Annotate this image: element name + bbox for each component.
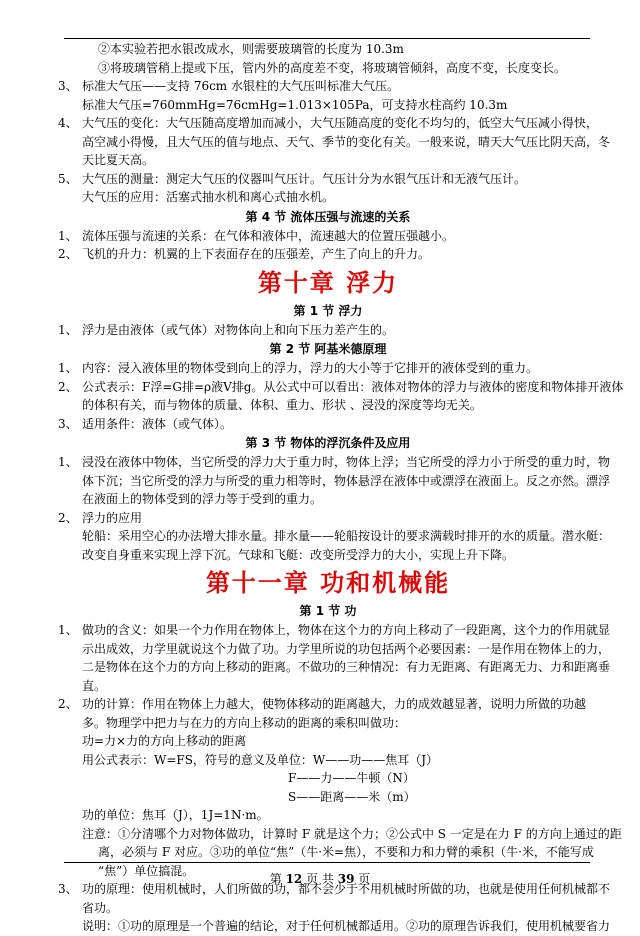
page-content [58, 40, 624, 936]
item-number: 1、 [58, 623, 78, 637]
list-item [58, 227, 598, 246]
text-line: ②本实验若把水银改成水，则需要玻璃管的长度为 10.3m [98, 42, 404, 56]
text-line: 飞机的升力：机翼的上下表面存在的压强差，产生了向上的升力。 [82, 247, 431, 261]
text-line: 多。物理学中把力与在力的方向上移动的距离的乘积叫做功： [82, 715, 407, 730]
text-line: ③将玻璃管稍上提或下压，管内外的高度差不变，将玻璃管倾斜，高度不变，长度变长。 [98, 60, 567, 75]
text-line: 离，必须与 F 对应。③功的单位“焦”（牛·米=焦），不要和力和力臂的乘积（牛·米，不能写成 [98, 845, 594, 859]
chapter-title: 第十一章 功和机械能 [205, 569, 451, 597]
item-number: 2、 [58, 510, 78, 525]
list-item [58, 170, 598, 189]
section-heading: 第 1 节 功 [299, 604, 357, 618]
section-heading: 第 2 节 阿基米德原理 [269, 342, 387, 356]
list-item [58, 359, 598, 378]
total-pages: 39 [337, 872, 355, 886]
text-line: 浮力的应用 [82, 510, 143, 525]
text-line: 的体积有关，而与物体的质量、体积、重力、形状 、浸没的深度等均无关。 [82, 398, 482, 412]
text-line: 高空减小得慢，且大气压的值与地点、天气、季节的变化有关。一般来说，晴天大气压比阴天高，冬 [82, 134, 611, 149]
text-line: 功的计算：作用在物体上力越大，使物体移动的距离越大，力的成效越显著，说明力所做的功越 [82, 697, 587, 711]
text-line: 大气压的测量：测定大气压的仪器叫气压计。气压计分为水银气压计和无液气压计。 [82, 171, 527, 186]
list-item [58, 77, 598, 96]
item-number: 1、 [58, 228, 78, 243]
text-line: 公式表示：F浮=G排=ρ液V排g。从公式中可以看出：液体对物体的浮力与液体的密度和物体排开液体 [82, 379, 624, 394]
text-line: 适用条件：液体（或气体）。 [82, 416, 233, 431]
text-line: 体下沉；当它所受的浮力与所受的重力相等时，物体悬浮在液体中或漂浮在液面上。反之亦然。漂浮 [82, 473, 611, 488]
text-line: F——力——牛顿（N） [288, 771, 415, 785]
text-line: 示出成效，力学里就说这个力做了功。力学里所说的功包括两个必要因素：一是作用在物体上的力， [82, 641, 611, 656]
item-number: 2、 [58, 697, 78, 711]
item-number: 3、 [58, 882, 78, 896]
text-line: 在液面上的物体受到的浮力等于受到的重力。 [82, 492, 323, 506]
page-footer [0, 870, 640, 887]
item-number: 3、 [58, 416, 78, 431]
item-number: 1、 [58, 455, 78, 469]
list-item [58, 321, 598, 340]
text-line: 大气压的变化：大气压随高度增加而减小，大气压随高度的变化不均匀的，低空大气压减小得快， [82, 116, 599, 130]
item-number: 1、 [58, 322, 78, 337]
footer-text: 页 共 [302, 872, 338, 886]
chapter-title: 第十章 浮力 [257, 268, 399, 297]
text-line: 标准大气压——支持 76cm 水银柱的大气压叫标准大气压。 [82, 79, 399, 93]
text-line: “焦”）单位搞混。 [98, 863, 195, 878]
list-item [58, 509, 598, 528]
text-line: 直。 [82, 678, 107, 693]
text-line: 改变自身重来实现上浮下沉。气球和飞艇：改变所受浮力的大小，实现上升下降。 [82, 547, 515, 562]
footer-text: 页 [354, 872, 371, 886]
text-line: 用公式表示：W=FS，符号的意义及单位：W——功——焦耳（J） [82, 752, 439, 767]
text-line: 标准大气压=760mmHg=76cmHg=1.013×105Pa，可支持水柱高约 10.3m [82, 97, 508, 112]
page-number: 12 [285, 872, 303, 886]
item-number: 1、 [58, 361, 78, 375]
text-line: 功的原理：使用机械时，人们所做的功，都不会少于不用机械时所做的功，也就是使用任何机械都不 [82, 882, 611, 896]
text-line: 天比夏天高。 [82, 153, 155, 167]
text-line: 流体压强与流速的关系：在气体和液体中，流速越大的位置压强越小。 [82, 228, 455, 243]
text-line: 浸没在液体中物体，当它所受的浮力大于重力时，物体上浮；当它所受的浮力小于所受的重力时，物 [82, 455, 611, 469]
item-number: 4、 [58, 116, 78, 130]
text-line: 浮力是由液体（或气体）对物体向上和向下压力差产生的。 [82, 322, 395, 337]
text-line: S——距离——米（m） [288, 789, 416, 804]
text-line: 省功。 [82, 900, 119, 915]
list-item [58, 378, 624, 397]
text-line: 大气压的应用：活塞式抽水机和离心式抽水机。 [82, 190, 335, 204]
text-line: 说明：①功的原理是一个普遍的结论，对于任何机械都适用。②功的原理告诉我们，使用机械要省力 [82, 919, 611, 933]
list-item [58, 415, 598, 434]
text-line: 轮船：采用空心的办法增大排水量。排水量——轮船按设计的要求满载时排开的水的质量。潜水艇： [82, 529, 611, 543]
text-line: 二是物体在这个力的方向上移动的距离。不做功的三种情况：有力无距离、有距离无力、力和距离垂 [82, 660, 611, 674]
list-item [58, 245, 598, 264]
text-line: 功=力×力的方向上移动的距离 [82, 734, 247, 748]
item-number: 3、 [58, 79, 78, 93]
list-item [58, 114, 598, 133]
list-item [58, 621, 611, 640]
text-line: 做功的含义：如果一个力作用在物体上，物体在这个力的方向上移动了一段距离，这个力的作用就显 [82, 623, 611, 637]
text-line: 内容：浸入液体里的物体受到向上的浮力，浮力的大小等于它排开的液体受到的重力。 [82, 361, 539, 375]
list-item [58, 453, 611, 472]
text-line: 功的单位：焦耳（J），1J=1N·m。 [82, 808, 269, 822]
text-line: 注意：①分清哪个力对物体做功，计算时 F 就是这个力；②公式中 S 一定是在力 F 的方向上通过的距 [82, 826, 622, 841]
item-number: 5、 [58, 171, 78, 186]
footer-rule [64, 862, 590, 863]
item-number: 2、 [58, 247, 78, 261]
section-heading: 第 4 节 流体压强与流速的关系 [245, 209, 411, 224]
section-heading: 第 1 节 浮力 [293, 303, 363, 318]
item-number: 2、 [58, 379, 78, 394]
footer-text: 第 [269, 872, 286, 886]
list-item [58, 695, 598, 714]
header-rule [64, 38, 590, 39]
section-heading: 第 3 节 物体的浮沉条件及应用 [245, 436, 411, 450]
